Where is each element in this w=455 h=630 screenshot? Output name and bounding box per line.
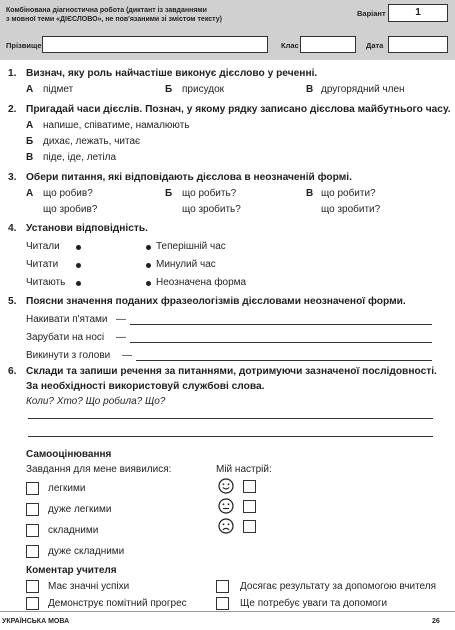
task-2-question: Пригадай часи дієслів. Познач, у якому рядку записано дієслова майбутнього часу.: [26, 104, 451, 115]
match-left-dot-3[interactable]: [76, 281, 81, 286]
task-1-option-c[interactable]: другорядний член: [321, 84, 405, 95]
task-3-option-c-line2[interactable]: що зробити?: [321, 204, 381, 215]
idiom-3-dash: —: [122, 350, 132, 361]
level-checkbox-1[interactable]: [26, 482, 39, 495]
task-6-answer-line-1[interactable]: [28, 418, 433, 419]
level-label-2: дуже легкими: [48, 504, 112, 515]
variant-field[interactable]: 1: [388, 4, 448, 22]
level-checkbox-4[interactable]: [26, 545, 39, 558]
subject-name: УКРАЇНСЬКА МОВА: [2, 618, 70, 625]
task-4-number: 4.: [8, 223, 17, 234]
task-6-number: 6.: [8, 366, 17, 377]
level-label-3: складними: [48, 525, 99, 536]
teacher-label-3: Досягає результату за допомогою вчителя: [240, 581, 437, 592]
task-1-question: Визнач, яку роль найчастіше виконує дієслово у реченні.: [26, 68, 318, 79]
level-checkbox-2[interactable]: [26, 503, 39, 516]
task-6-question-line1: Склади та запиши речення за питаннями, дотримуючи зазначеної послідовності.: [26, 366, 437, 377]
idiom-3-answer-line[interactable]: [136, 360, 432, 361]
match-left-dot-2[interactable]: [76, 263, 81, 268]
match-right-2: Минулий час: [156, 259, 216, 270]
match-right-1: Теперішній час: [156, 241, 226, 252]
tasks-difficulty-label: Завдання для мене виявилися:: [26, 464, 172, 475]
task-1-option-a-letter: А: [26, 84, 34, 95]
teacher-checkbox-2[interactable]: [26, 597, 39, 610]
worksheet-title: [6, 6, 306, 24]
teacher-comment-title: Коментар учителя: [26, 565, 117, 576]
task-5-question: Поясни значення поданих фразеологізмів дієсловами неозначеної форми.: [26, 296, 406, 307]
self-assessment-title: Самооцінювання: [26, 449, 112, 460]
idiom-1: Накивати п'ятами: [26, 314, 108, 325]
level-label-4: дуже складними: [48, 546, 125, 557]
teacher-label-4: Ще потребує уваги та допомоги: [240, 598, 388, 609]
task-3-option-b-line2[interactable]: що зробить?: [182, 204, 241, 215]
match-right-dot-2[interactable]: [146, 263, 151, 268]
idiom-1-answer-line[interactable]: [130, 324, 432, 325]
teacher-label-2: Демонструє помітний прогрес: [48, 598, 187, 609]
teacher-checkbox-4[interactable]: [216, 597, 229, 610]
task-3-option-a-line1[interactable]: що робив?: [43, 188, 93, 199]
happy-face-icon: [218, 478, 234, 494]
task-1-number: 1.: [8, 68, 17, 79]
teacher-checkbox-1[interactable]: [26, 580, 39, 593]
idiom-3: Викинути з голови: [26, 350, 111, 361]
variant-label: Варіант: [357, 9, 386, 18]
level-checkbox-3[interactable]: [26, 524, 39, 537]
task-2-option-a-letter: А: [26, 120, 34, 131]
task-3-option-a-letter: А: [26, 188, 34, 199]
task-3-option-b-letter: Б: [165, 188, 173, 199]
task-2-number: 2.: [8, 104, 17, 115]
task-3-option-a-line2[interactable]: що зробив?: [43, 204, 98, 215]
mood-checkbox-neutral[interactable]: [243, 500, 256, 513]
task-4-question: Установи відповідність.: [26, 223, 148, 234]
task-2-option-c[interactable]: піде, іде, летіла: [43, 152, 117, 163]
date-label: Дата: [366, 41, 384, 50]
task-1-option-a[interactable]: підмет: [43, 84, 74, 95]
mood-checkbox-sad[interactable]: [243, 520, 256, 533]
idiom-1-dash: —: [116, 314, 126, 325]
task-6-hint: Коли? Хто? Що робила? Що?: [26, 396, 166, 407]
idiom-2-answer-line[interactable]: [130, 342, 432, 343]
task-6-question-line2: За необхідності використовуй службові слова.: [26, 381, 265, 392]
class-field[interactable]: [300, 36, 356, 53]
match-left-2: Читати: [26, 259, 59, 270]
match-left-1: Читали: [26, 241, 60, 252]
page-footer: [0, 611, 455, 630]
task-1-option-b-letter: Б: [165, 84, 173, 95]
mood-label: Мій настрій:: [216, 464, 272, 475]
match-right-dot-3[interactable]: [146, 281, 151, 286]
surname-field[interactable]: [42, 36, 268, 53]
idiom-2: Зарубати на носі: [26, 332, 105, 343]
match-right-dot-1[interactable]: [146, 245, 151, 250]
title-line-1: Комбінована діагностична робота (диктант із завданнями: [6, 7, 207, 14]
task-3-option-c-line1[interactable]: що робити?: [321, 188, 376, 199]
teacher-label-1: Має значні успіхи: [48, 581, 130, 592]
task-6-answer-line-2[interactable]: [28, 436, 433, 437]
date-field[interactable]: [388, 36, 448, 53]
teacher-checkbox-3[interactable]: [216, 580, 229, 593]
task-3-option-b-line1[interactable]: що робить?: [182, 188, 237, 199]
task-3-question: Обери питання, які відповідають дієслова в неозначеній формі.: [26, 172, 352, 183]
title-line-2: з мовної теми «ДІЄСЛОВО», не пов'язаними зі змістом тексту): [6, 16, 222, 23]
task-2-option-a[interactable]: напише, співатиме, намалюють: [43, 120, 190, 131]
mood-checkbox-happy[interactable]: [243, 480, 256, 493]
page-number: 26: [432, 618, 440, 625]
task-1-option-b[interactable]: присудок: [182, 84, 225, 95]
task-3-number: 3.: [8, 172, 17, 183]
match-left-dot-1[interactable]: [76, 245, 81, 250]
task-1-option-c-letter: В: [306, 84, 314, 95]
sad-face-icon: [218, 518, 234, 534]
surname-label: Прізвище: [6, 41, 42, 50]
task-3-option-c-letter: В: [306, 188, 314, 199]
task-5-number: 5.: [8, 296, 17, 307]
task-2-option-c-letter: В: [26, 152, 34, 163]
task-2-option-b[interactable]: дихає, лежать, читає: [43, 136, 141, 147]
neutral-face-icon: [218, 498, 234, 514]
level-label-1: легкими: [48, 483, 86, 494]
idiom-2-dash: —: [116, 332, 126, 343]
class-label: Клас: [281, 41, 299, 50]
match-right-3: Неозначена форма: [156, 277, 247, 288]
task-2-option-b-letter: Б: [26, 136, 34, 147]
match-left-3: Читають: [26, 277, 66, 288]
